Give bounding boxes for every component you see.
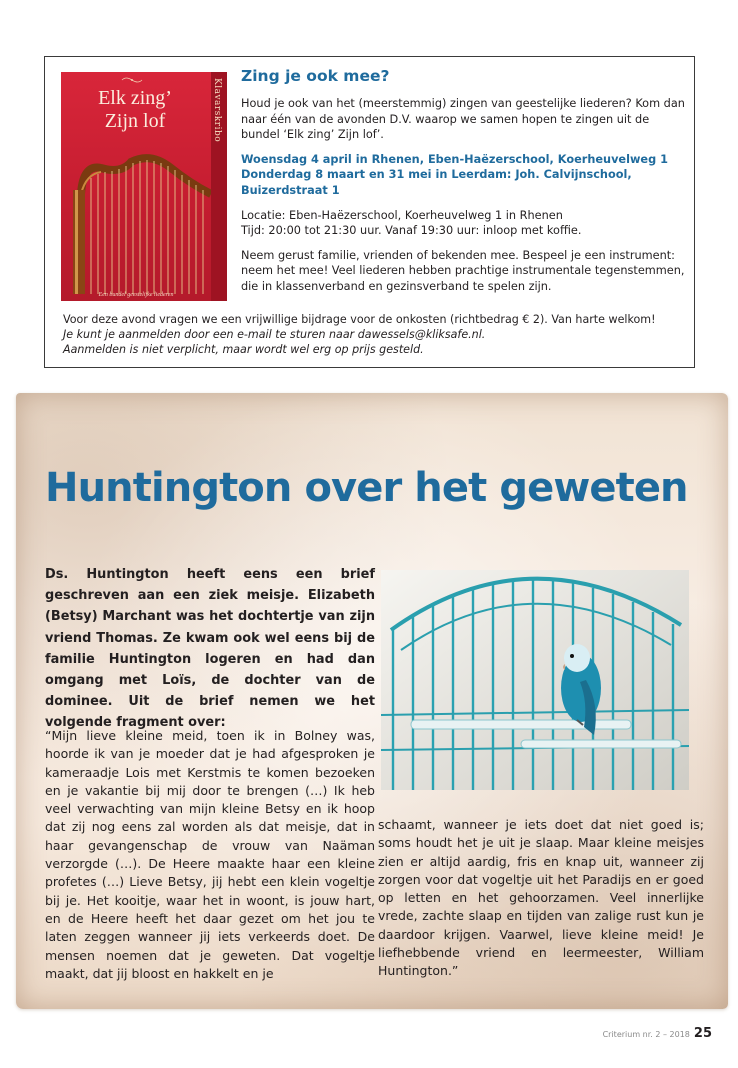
announcement-title: Zing je ook mee? [241,67,390,85]
location-text: Locatie: Eben-Haëzerschool, Koerheuvelweg 1 in Rhenen [241,208,563,222]
magazine-issue: Criterium nr. 2 – 2018 [602,1030,690,1039]
announcement-dates [241,152,686,199]
book-subtitle: Een bundel geestelijke liederen [98,292,174,298]
contribution-text: Voor deze avond vragen we een vrijwillige bijdrage voor de onkosten (richtbedrag € 2). Van harte welkom! [63,313,656,326]
signup-note: Aanmelden is niet verplicht, maar wordt wel erg op prijs gesteld. [63,342,424,356]
book-cover-image [61,72,227,301]
article-panel [16,393,728,1009]
announcement-box [44,56,695,368]
article-body-right: schaamt, wanneer je iets doet dat niet goed is; soms houdt het je uit je slaap. Maar kleine meisjes zien er altijd aardig, fris en knap uit, wanneer zij zorgen voor dat vogeltje uit het Paradijs en er goed op letten en het gehoorzamen. Veel innerlijke vrede, zachte slaap en tijden van zalige rust kun je daardoor krijgen. Vaarwel, lieve kleine meid! Je liefhebbende vriend en leermeester, William Huntington.” [378,817,704,979]
book-title-line2: Zijn lof [104,110,166,132]
announcement-footer [63,313,693,357]
page-number: 25 [693,1026,712,1041]
harp-icon [61,154,211,294]
announcement-invite: Neem gerust familie, vrienden of bekenden mee. Bespeel je een instrument: neem het mee! Veel liederen hebben prachtige instrumentale tegenstemmen, die in klassenverband en gezinsverband te spelen zijn. [241,248,685,293]
book-title [65,87,205,133]
time-text: Tijd: 20:00 tot 21:30 uur. Vanaf 19:30 uur: inloop met koffie. [241,224,582,238]
announcement-content [241,67,686,304]
budgie-cage-photo [381,570,689,790]
signup-text: Je kunt je aanmelden door een e-mail te sturen naar dawessels@kliksafe.nl. [63,327,486,341]
date-rhenen: Woensdag 4 april in Rhenen, Eben-Haëzerschool, Koerheuvelweg 1 [241,152,668,166]
bird-cage-icon [381,570,689,790]
book-title-line1: Elk zing’ [98,87,172,109]
article-body-left: “Mijn lieve kleine meid, toen ik in Bolney was, hoorde ik van je moeder dat je had afgesproken je kameraadje Lois met Kerstmis te komen bezoeken en je vakantie bij mij door te brengen (…) Ik heb veel verwachting van mijn kleine Betsy en ik hoop dat zij nog eens zal worden als dat meisje, dat in haar gevangenschap de vrouw van Naäman verzorgde (…). De Heere maakte haar een kleine profetes (…) Lieve Betsy, jij hebt een klein vogeltje bij je. Het kooitje, waar het in woont, is jouw hart, en de Heere heeft het daar gezet om het jou te laten zeggen wanneer jij iets verkeerds doet. De mensen noemen dat je geweten. Dat vogeltje maakt, dat jij bloost en hakkelt en je [45,728,375,981]
page-footer [603,1026,712,1041]
announcement-intro: Houd je ook van het (meerstemmig) zingen van geestelijke liederen? Kom dan naar één van de avonden D.V. waarop we samen hopen te zingen uit de bundel ‘Elk zing’ Zijn lof’. [241,97,685,142]
book-spine [211,72,227,301]
article-intro: Ds. Huntington heeft eens een brief geschreven aan een ziek meisje. Elizabeth (Betsy) Marchant was het dochtertje van zijn vriend Thomas. Ze kwam ook wel eens bij de familie Huntington logeren en had dan omgang met Loïs, de dochter van de dominee. Uit de brief nemen we het volgende fragment over: [45,567,375,731]
book-spine-text: Klavarskribo [212,78,222,143]
ornament-icon [120,76,144,84]
article-headline: Huntington over het geweten [45,465,688,511]
date-leerdam: Donderdag 8 maart en 31 mei in Leerdam: Joh. Calvijnschool, Buizerdstraat 1 [241,168,632,197]
announcement-location-time [241,208,686,239]
